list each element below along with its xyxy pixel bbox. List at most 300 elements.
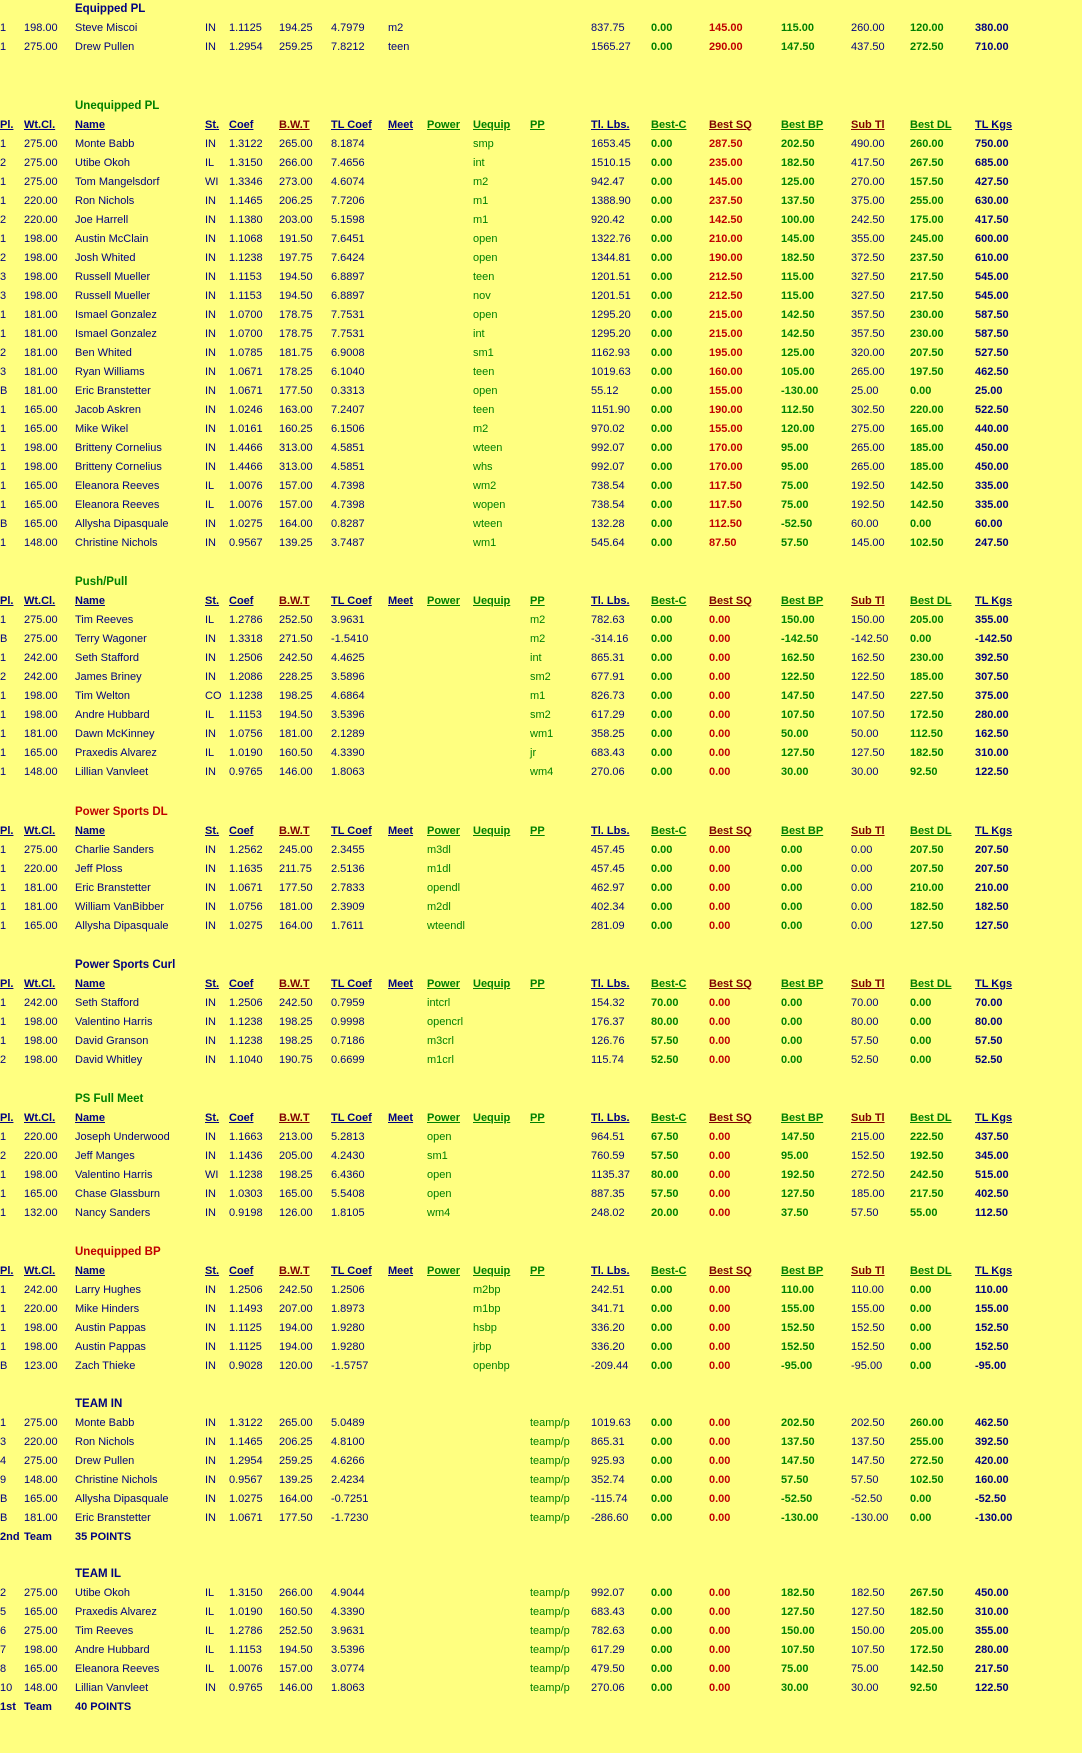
cell-subtotal: 437.50 (851, 41, 885, 53)
cell-name: Jeff Manges (75, 1150, 135, 1162)
cell-best-squat: 0.00 (709, 1474, 731, 1486)
cell-place: 1 (0, 309, 7, 321)
cell-tl-coef: 4.4625 (331, 652, 365, 664)
cell-best-deadlift: 92.50 (910, 766, 938, 778)
cell-place: 1 (0, 920, 7, 932)
cell-name: Praxedis Alvarez (75, 747, 157, 759)
cell-place: B (0, 385, 8, 397)
cell-state: IN (205, 1682, 216, 1694)
cell-place: 1 (0, 480, 7, 492)
header-coef: Coef (229, 978, 254, 990)
cell-coef: 1.1040 (229, 1054, 263, 1066)
cell-coef: 1.0161 (229, 423, 263, 435)
header-uequip: Uequip (473, 1265, 511, 1277)
table-row (0, 515, 1082, 534)
header-coef: Coef (229, 595, 254, 607)
cell-state: IN (205, 1436, 216, 1448)
cell-state: IN (205, 423, 216, 435)
cell-best-deadlift: 230.00 (910, 309, 944, 321)
cell-state: IN (205, 41, 216, 53)
cell-tl-coef: 4.6266 (331, 1455, 365, 1467)
cell-best-curl: 52.50 (651, 1054, 679, 1066)
header-power: Power (427, 978, 461, 990)
cell-best-squat: 0.00 (709, 1360, 731, 1372)
cell-state: IN (205, 1131, 216, 1143)
table-row (0, 382, 1082, 401)
cell-body-weight: 198.25 (279, 1016, 313, 1028)
cell-best-curl: 0.00 (651, 728, 673, 740)
cell-best-deadlift: 220.00 (910, 404, 944, 416)
header-state: St. (205, 1112, 220, 1124)
cell-power: sm1 (427, 1150, 448, 1162)
cell-coef: 1.3150 (229, 1587, 263, 1599)
cell-best-curl: 0.00 (651, 442, 673, 454)
cell-total-kgs: 610.00 (975, 252, 1009, 264)
cell-best-deadlift: 0.00 (910, 1360, 932, 1372)
cell-best-curl: 0.00 (651, 1360, 673, 1372)
cell-weight-class: 148.00 (24, 1474, 58, 1486)
cell-state: IN (205, 1474, 216, 1486)
cell-best-squat: 190.00 (709, 404, 743, 416)
cell-tl-coef: 6.4360 (331, 1169, 365, 1181)
header-place: Pl. (0, 825, 14, 837)
cell-coef: 1.3150 (229, 157, 263, 169)
cell-best-squat: 0.00 (709, 920, 731, 932)
cell-name: Allysha Dipasquale (75, 1493, 169, 1505)
cell-weight-class: 242.00 (24, 997, 58, 1009)
cell-pp: teamp/p (530, 1474, 570, 1486)
cell-state: IL (205, 1606, 215, 1618)
table-row (0, 1490, 1082, 1509)
cell-name: Ben Whited (75, 347, 132, 359)
cell-pp: int (530, 652, 542, 664)
table-row (0, 38, 1082, 57)
cell-subtotal: 265.00 (851, 442, 885, 454)
cell-name: Eleanora Reeves (75, 480, 160, 492)
cell-tl-coef: 1.8973 (331, 1303, 365, 1315)
cell-place: 1 (0, 652, 7, 664)
cell-state: IN (205, 1322, 216, 1334)
cell-weight-class: 275.00 (24, 1587, 58, 1599)
cell-body-weight: 139.25 (279, 1474, 313, 1486)
header-weight-class: Wt.Cl. (24, 119, 56, 131)
cell-total-kgs: 750.00 (975, 138, 1009, 150)
table-row (0, 687, 1082, 706)
cell-best-curl: 0.00 (651, 633, 673, 645)
table-row (0, 1166, 1082, 1185)
cell-best-bench: 182.50 (781, 157, 815, 169)
cell-name: Ryan Williams (75, 366, 145, 378)
cell-coef: 1.1238 (229, 1035, 263, 1047)
cell-total-lbs: 760.59 (591, 1150, 625, 1162)
cell-weight-class: 275.00 (24, 157, 58, 169)
cell-best-bench: 150.00 (781, 614, 815, 626)
cell-best-deadlift: 255.00 (910, 1436, 944, 1448)
cell-coef: 0.9567 (229, 537, 263, 549)
cell-weight-class: 198.00 (24, 1341, 58, 1353)
cell-state: IN (205, 537, 216, 549)
cell-best-bench: 115.00 (781, 22, 815, 34)
cell-tl-coef: 4.6074 (331, 176, 365, 188)
cell-name: Larry Hughes (75, 1284, 142, 1296)
cell-state: IN (205, 195, 216, 207)
cell-best-deadlift: 0.00 (910, 1054, 932, 1066)
cell-weight-class: 198.00 (24, 271, 58, 283)
cell-total-lbs: 683.43 (591, 747, 625, 759)
cell-state: IN (205, 461, 216, 473)
cell-body-weight: 146.00 (279, 1682, 313, 1694)
header-row (0, 822, 1082, 841)
cell-total-lbs: 887.35 (591, 1188, 625, 1200)
cell-tl-coef: 2.7833 (331, 882, 365, 894)
cell-subtotal: 490.00 (851, 138, 885, 150)
cell-body-weight: 160.50 (279, 747, 313, 759)
cell-total-lbs: 782.63 (591, 614, 625, 626)
cell-body-weight: 160.50 (279, 1606, 313, 1618)
cell-best-bench: 95.00 (781, 461, 809, 473)
table-row (0, 611, 1082, 630)
table-row (0, 1603, 1082, 1622)
cell-state: IN (205, 1284, 216, 1296)
cell-subtotal: 75.00 (851, 1663, 879, 1675)
cell-body-weight: 164.00 (279, 518, 313, 530)
cell-best-deadlift: 0.00 (910, 1303, 932, 1315)
cell-subtotal: 57.50 (851, 1207, 879, 1219)
header-uequip: Uequip (473, 1112, 511, 1124)
cell-best-deadlift: 0.00 (910, 385, 932, 397)
cell-tl-coef: 7.6424 (331, 252, 365, 264)
cell-subtotal: 0.00 (851, 863, 873, 875)
cell-tl-coef: 2.3455 (331, 844, 365, 856)
header-power: Power (427, 825, 461, 837)
cell-subtotal: 375.00 (851, 195, 885, 207)
cell-coef: 1.3122 (229, 138, 263, 150)
cell-place: 2 (0, 252, 7, 264)
cell-weight-class: 242.00 (24, 671, 58, 683)
cell-body-weight: 205.00 (279, 1150, 313, 1162)
header-total-kgs: TL Kgs (975, 1265, 1013, 1277)
cell-best-bench: 0.00 (781, 844, 803, 856)
cell-state: IN (205, 518, 216, 530)
cell-weight-class: 198.00 (24, 1035, 58, 1047)
cell-name: Joe Harrell (75, 214, 129, 226)
cell-body-weight: 313.00 (279, 461, 313, 473)
cell-body-weight: 146.00 (279, 766, 313, 778)
cell-weight-class: 275.00 (24, 614, 58, 626)
cell-best-deadlift: 0.00 (910, 633, 932, 645)
cell-coef: 1.1153 (229, 271, 262, 283)
cell-coef: 1.0303 (229, 1188, 263, 1200)
cell-best-curl: 0.00 (651, 690, 673, 702)
cell-pp: teamp/p (530, 1663, 570, 1675)
cell-uequip: m2 (473, 423, 489, 435)
cell-place: 1 (0, 537, 7, 549)
cell-best-squat: 117.50 (709, 499, 743, 511)
header-row (0, 975, 1082, 994)
cell-tl-coef: -1.7230 (331, 1512, 369, 1524)
cell-best-deadlift: 217.50 (910, 1188, 944, 1200)
cell-coef: 1.0076 (229, 1663, 263, 1675)
cell-tl-coef: 1.9280 (331, 1322, 365, 1334)
cell-place: 1 (0, 233, 7, 245)
header-total-lbs: Tl. Lbs. (591, 978, 630, 990)
cell-tl-coef: 4.2430 (331, 1150, 365, 1162)
cell-uequip: whs (473, 461, 493, 473)
cell-uequip: wm2 (473, 480, 497, 492)
header-meet: Meet (388, 595, 414, 607)
cell-subtotal: 0.00 (851, 844, 873, 856)
cell-place: 1 (0, 1131, 7, 1143)
cell-weight-class: 181.00 (24, 328, 58, 340)
cell-name: Eric Branstetter (75, 882, 151, 894)
cell-best-squat: 237.50 (709, 195, 743, 207)
cell-tl-coef: 4.7979 (331, 22, 365, 34)
cell-best-bench: -95.00 (781, 1360, 813, 1372)
header-total-kgs: TL Kgs (975, 595, 1013, 607)
cell-total-kgs: 462.50 (975, 366, 1009, 378)
section-title: Power Sports DL (75, 806, 168, 818)
cell-best-squat: 112.50 (709, 518, 743, 530)
cell-weight-class: 220.00 (24, 195, 58, 207)
cell-tl-coef: 4.3390 (331, 747, 365, 759)
cell-total-kgs: 450.00 (975, 442, 1009, 454)
team-place: 1st (0, 1701, 16, 1713)
cell-name: Jeff Ploss (75, 863, 123, 875)
cell-best-squat: 160.00 (709, 366, 743, 378)
cell-best-curl: 0.00 (651, 844, 673, 856)
cell-name: William VanBibber (75, 901, 165, 913)
header-body-weight: B.W.T (279, 1265, 310, 1277)
cell-state: IL (205, 499, 215, 511)
cell-tl-coef: 5.2813 (331, 1131, 365, 1143)
cell-total-kgs: 587.50 (975, 309, 1009, 321)
cell-state: IL (205, 709, 215, 721)
cell-best-squat: 117.50 (709, 480, 743, 492)
cell-body-weight: 177.50 (279, 882, 313, 894)
cell-weight-class: 165.00 (24, 1663, 58, 1675)
cell-pp: jr (530, 747, 537, 759)
section-title: Unequipped BP (75, 1246, 161, 1258)
cell-best-bench: 57.50 (781, 1474, 809, 1486)
cell-tl-coef: 3.5396 (331, 709, 365, 721)
team-points: 35 POINTS (75, 1531, 132, 1543)
cell-total-lbs: 782.63 (591, 1625, 625, 1637)
cell-best-curl: 0.00 (651, 882, 673, 894)
header-total-kgs: TL Kgs (975, 119, 1013, 131)
cell-best-curl: 0.00 (651, 1417, 673, 1429)
table-row (0, 1051, 1082, 1070)
cell-total-lbs: 270.06 (591, 1682, 625, 1694)
cell-tl-coef: 3.0774 (331, 1663, 365, 1675)
cell-uequip: m1 (473, 195, 489, 207)
cell-coef: 1.3318 (229, 633, 263, 645)
cell-best-curl: 0.00 (651, 366, 673, 378)
cell-uequip: open (473, 233, 498, 245)
header-coef: Coef (229, 825, 254, 837)
cell-best-squat: 212.50 (709, 290, 743, 302)
cell-pp: teamp/p (530, 1682, 570, 1694)
header-name: Name (75, 1112, 105, 1124)
cell-best-deadlift: 267.50 (910, 157, 944, 169)
cell-state: IN (205, 901, 216, 913)
cell-total-lbs: 942.47 (591, 176, 625, 188)
cell-best-deadlift: 185.00 (910, 461, 944, 473)
cell-uequip: nov (473, 290, 491, 302)
header-weight-class: Wt.Cl. (24, 1112, 56, 1124)
cell-best-curl: 0.00 (651, 385, 673, 397)
cell-body-weight: 259.25 (279, 41, 313, 53)
cell-total-lbs: 1388.90 (591, 195, 631, 207)
cell-uequip: wm1 (473, 537, 497, 549)
cell-place: 1 (0, 728, 7, 740)
cell-state: IN (205, 920, 216, 932)
cell-name: Eric Branstetter (75, 385, 151, 397)
cell-best-squat: 0.00 (709, 1606, 731, 1618)
cell-subtotal: 127.50 (851, 747, 885, 759)
cell-body-weight: 198.25 (279, 690, 313, 702)
cell-coef: 1.0671 (229, 385, 263, 397)
cell-best-curl: 0.00 (651, 614, 673, 626)
cell-best-deadlift: 127.50 (910, 920, 944, 932)
cell-best-curl: 0.00 (651, 328, 673, 340)
cell-best-deadlift: 207.50 (910, 347, 944, 359)
header-best-squat: Best SQ (709, 978, 752, 990)
cell-state: IL (205, 614, 215, 626)
cell-best-bench: -52.50 (781, 518, 813, 530)
cell-subtotal: 357.50 (851, 309, 885, 321)
cell-subtotal: -130.00 (851, 1512, 889, 1524)
cell-total-lbs: 457.45 (591, 844, 625, 856)
cell-power: wm4 (427, 1207, 451, 1219)
cell-total-lbs: 176.37 (591, 1016, 625, 1028)
cell-uequip: m2bp (473, 1284, 501, 1296)
cell-power: m3dl (427, 844, 451, 856)
cell-weight-class: 220.00 (24, 1436, 58, 1448)
cell-total-lbs: 1565.27 (591, 41, 631, 53)
cell-best-squat: 170.00 (709, 461, 743, 473)
cell-total-kgs: 280.00 (975, 1644, 1009, 1656)
cell-subtotal: 57.50 (851, 1035, 879, 1047)
cell-total-lbs: -314.16 (591, 633, 629, 645)
cell-total-kgs: 52.50 (975, 1054, 1003, 1066)
cell-best-squat: 0.00 (709, 633, 731, 645)
table-row (0, 1622, 1082, 1641)
header-best-curl: Best-C (651, 595, 687, 607)
header-name: Name (75, 1265, 105, 1277)
cell-subtotal: 52.50 (851, 1054, 879, 1066)
cell-best-squat: 0.00 (709, 1417, 731, 1429)
cell-place: 2 (0, 214, 7, 226)
cell-pp: wm4 (530, 766, 554, 778)
cell-coef: 1.2954 (229, 41, 263, 53)
cell-place: 1 (0, 1016, 7, 1028)
cell-best-deadlift: 210.00 (910, 882, 944, 894)
table-row (0, 1147, 1082, 1166)
header-place: Pl. (0, 119, 14, 131)
cell-subtotal: 372.50 (851, 252, 885, 264)
cell-name: Allysha Dipasquale (75, 920, 169, 932)
section-title: Push/Pull (75, 576, 128, 588)
cell-place: 3 (0, 366, 7, 378)
cell-place: 1 (0, 1284, 7, 1296)
table-row (0, 477, 1082, 496)
cell-best-squat: 190.00 (709, 252, 743, 264)
cell-tl-coef: 7.4656 (331, 157, 365, 169)
cell-tl-coef: 4.7398 (331, 499, 365, 511)
header-best-squat: Best SQ (709, 1265, 752, 1277)
cell-best-curl: 0.00 (651, 1322, 673, 1334)
cell-place: 1 (0, 461, 7, 473)
cell-total-lbs: 1019.63 (591, 1417, 631, 1429)
cell-uequip: m1bp (473, 1303, 501, 1315)
cell-tl-coef: 4.8100 (331, 1436, 365, 1448)
cell-weight-class: 275.00 (24, 41, 58, 53)
cell-best-squat: 0.00 (709, 844, 731, 856)
cell-total-kgs: 450.00 (975, 1587, 1009, 1599)
cell-total-kgs: 217.50 (975, 1663, 1009, 1675)
cell-uequip: jrbp (473, 1341, 492, 1353)
cell-best-curl: 80.00 (651, 1016, 679, 1028)
cell-coef: 1.0275 (229, 920, 263, 932)
cell-total-lbs: 479.50 (591, 1663, 625, 1675)
cell-coef: 1.0275 (229, 518, 263, 530)
header-best-bench: Best BP (781, 1112, 824, 1124)
cell-coef: 1.0076 (229, 480, 263, 492)
cell-total-lbs: 1322.76 (591, 233, 631, 245)
cell-best-curl: 0.00 (651, 404, 673, 416)
cell-subtotal: 265.00 (851, 366, 885, 378)
cell-best-squat: 155.00 (709, 385, 743, 397)
cell-total-lbs: 677.91 (591, 671, 625, 683)
cell-subtotal: 122.50 (851, 671, 885, 683)
cell-name: Britteny Cornelius (75, 461, 162, 473)
cell-total-kgs: 710.00 (975, 41, 1009, 53)
cell-place: 1 (0, 747, 7, 759)
cell-tl-coef: 4.6864 (331, 690, 365, 702)
table-row (0, 649, 1082, 668)
cell-name: Zach Thieke (75, 1360, 136, 1372)
cell-total-kgs: 70.00 (975, 997, 1003, 1009)
cell-best-squat: 0.00 (709, 1150, 731, 1162)
cell-tl-coef: 2.4234 (331, 1474, 365, 1486)
cell-power: opendl (427, 882, 461, 894)
cell-subtotal: 147.50 (851, 1455, 885, 1467)
cell-total-kgs: -95.00 (975, 1360, 1007, 1372)
header-row (0, 116, 1082, 135)
cell-total-lbs: 270.06 (591, 766, 625, 778)
cell-best-deadlift: 227.50 (910, 690, 944, 702)
cell-name: Ron Nichols (75, 1436, 135, 1448)
cell-best-bench: 105.00 (781, 366, 815, 378)
cell-body-weight: 265.00 (279, 1417, 313, 1429)
cell-tl-coef: 6.8897 (331, 290, 365, 302)
team-label: Team (24, 1701, 52, 1713)
cell-tl-coef: 7.8212 (331, 41, 365, 53)
cell-name: Terry Wagoner (75, 633, 147, 645)
cell-uequip: teen (473, 404, 495, 416)
header-uequip: Uequip (473, 978, 511, 990)
cell-tl-coef: 5.5408 (331, 1188, 365, 1200)
cell-total-kgs: 587.50 (975, 328, 1009, 340)
header-tl-coef: TL Coef (331, 1265, 372, 1277)
cell-place: 8 (0, 1663, 7, 1675)
cell-weight-class: 220.00 (24, 863, 58, 875)
table-row (0, 706, 1082, 725)
cell-total-kgs: 57.50 (975, 1035, 1003, 1047)
cell-best-squat: 155.00 (709, 423, 743, 435)
cell-body-weight: 194.25 (279, 22, 313, 34)
header-place: Pl. (0, 1265, 14, 1277)
